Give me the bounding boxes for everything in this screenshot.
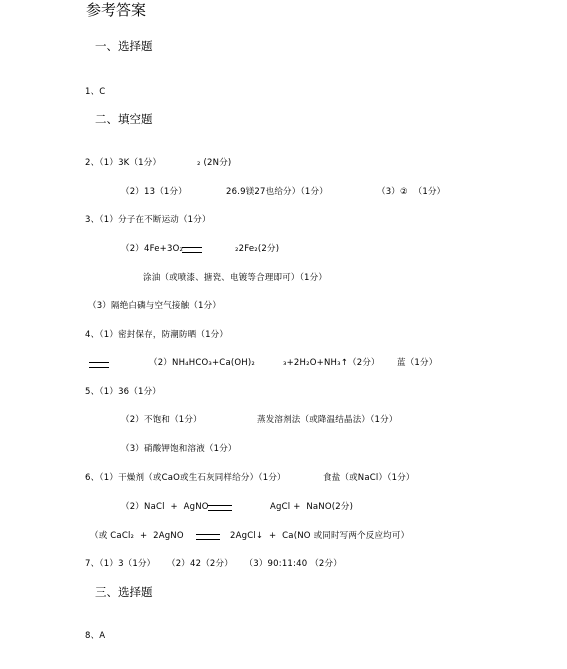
- answer-q7: 7、（1）3（1分） （2）42（2分） （3）90:11:40 （2分）: [85, 559, 342, 569]
- answer-q6-3-product: 2AgCl↓ + Ca(NO 或同时写两个反应均可）: [230, 531, 410, 541]
- answer-q2-1: 2、（1）3K（1分）: [85, 158, 162, 168]
- equation-equals-sign: [89, 362, 109, 368]
- answer-q6-3: （或 CaCl₂ + 2AgNO: [90, 531, 184, 541]
- answer-q4-2-color: 蓝（1分）: [397, 358, 438, 368]
- section-heading-choice-2: 三、选择题: [95, 585, 153, 599]
- answer-q3-2-method: 涂油（或喷漆、搪瓷、电镀等合理即可）（1分）: [143, 273, 328, 283]
- answer-q3-3: （3）隔绝白磷与空气接触（1分）: [88, 301, 222, 311]
- answer-q1: 1、C: [85, 87, 106, 97]
- answer-q2-3: （3）② （1分）: [377, 187, 446, 197]
- answer-q5-2-method: 蒸发溶剂法（或降温结晶法）（1分）: [257, 415, 398, 425]
- answer-q5-3: （3）硝酸钾饱和溶液（1分）: [121, 444, 237, 454]
- answer-q4-1: 4、（1）密封保存，防潮防晒（1分）: [85, 330, 229, 340]
- answer-q2-2: （2）13（1分）: [121, 187, 187, 197]
- answer-q4-2: （2）NH₄HCO₃+Ca(OH)₂: [149, 358, 255, 368]
- answer-q4-2-product: ₃+2H₂O+NH₃↑（2分）: [283, 358, 380, 368]
- answer-q3-1: 3、（1）分子在不断运动（1分）: [85, 215, 211, 225]
- answer-q3-2: （2）4Fe+3O₂: [121, 244, 184, 254]
- answer-q6-2: （2）NaCl + AgNO: [121, 502, 209, 512]
- answer-q5-2: （2）不饱和（1分）: [121, 415, 202, 425]
- answer-q6-1: 6、（1）干燥剂（或CaO或生石灰同样给分）（1分）: [85, 473, 286, 483]
- answer-q8: 8、A: [85, 631, 106, 641]
- answer-q3-2-product: ₂2Fe₂(2分): [235, 244, 280, 254]
- answer-q2-2-extra: 26.9镁27也给分）（1分）: [226, 187, 328, 197]
- answer-q2-1-extra: ₂ (2N分): [197, 158, 232, 168]
- section-heading-fill: 二、填空题: [95, 112, 153, 126]
- equation-equals-sign: [196, 534, 220, 540]
- equation-equals-sign: [182, 247, 202, 253]
- page-title: 参考答案: [86, 1, 147, 19]
- answer-q5-1: 5、（1）36（1分）: [85, 387, 161, 397]
- section-heading-choice: 一、选择题: [95, 39, 153, 53]
- answer-q6-1-extra: 食盐（或NaCl）（1分）: [323, 473, 415, 483]
- answer-q6-2-product: AgCl + NaNO(2分): [270, 502, 354, 512]
- equation-equals-sign: [208, 505, 232, 511]
